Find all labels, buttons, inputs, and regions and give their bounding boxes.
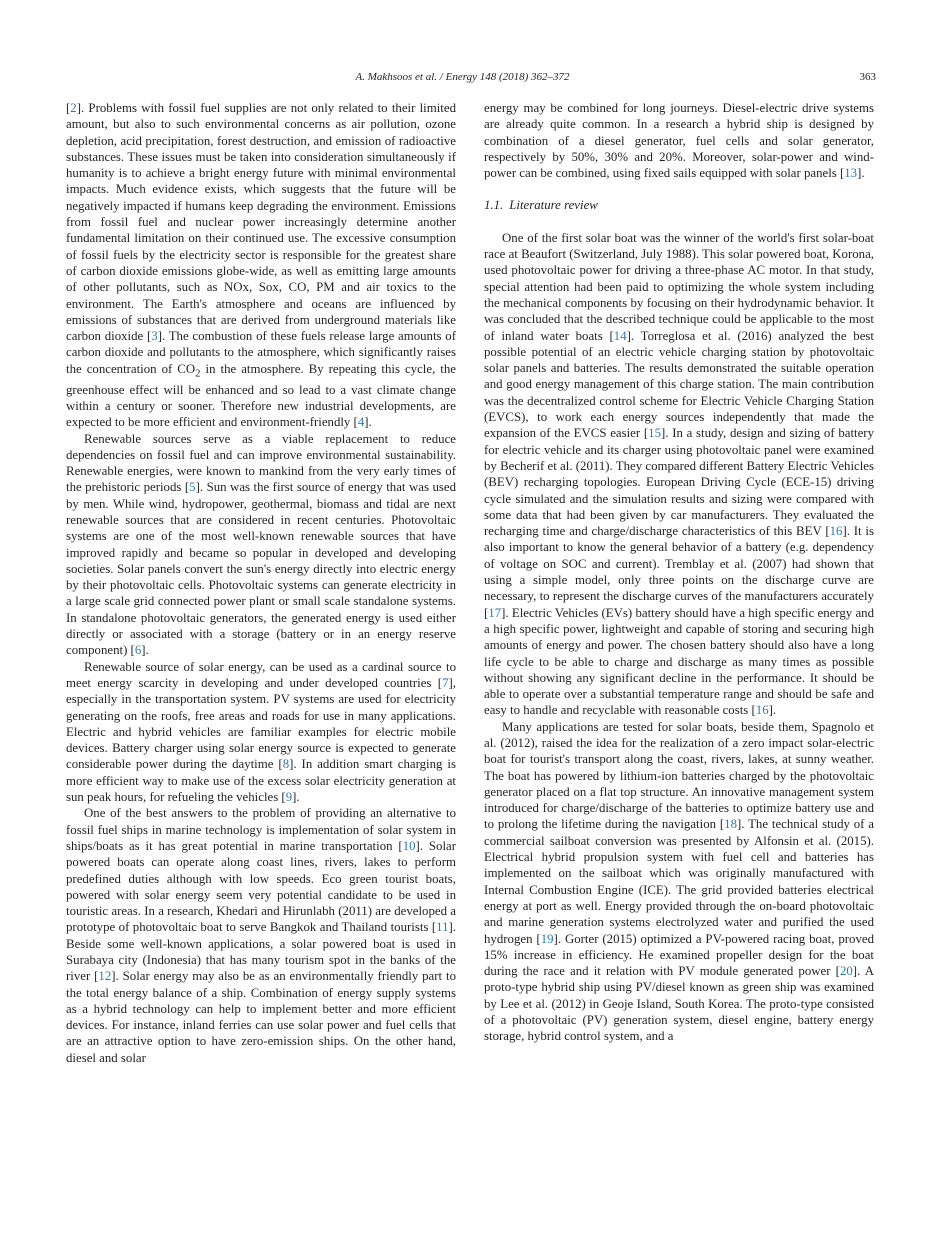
paragraph	[66, 100, 456, 431]
text: ]. The technical study of a commercial sailboat conversion was presented by Alfonsin et al. (2015). Electrical hybrid propulsion system with fuel cell and batteries has implemented on the sailboat which was originally manufactured with Internal Combustion Engine (ICE). The grid provided batteries electrical energy at port as well. Energy provided through the on-board photovoltaic and marine generation systems electrolyzed water and purified the used hydrogen [	[484, 817, 874, 946]
text: ].	[141, 643, 149, 658]
text: ]. Beside some well-known applications, a solar powered boat is used in Surabaya city (Indonesia) that has many tourism spot in the banks of the river [	[66, 920, 456, 984]
text: ]. Solar powered boats can operate along coast lines, rivers, lakes to perform predefined duties although with low speeds. Eco green tourist boats, powered with solar energy seem very potential candidate to be used in touristic areas. In a research, Khedari and Hirunlabh (2011) are developed a prototype of photovoltaic boat to serve Bangkok and Thailand tourists [	[66, 838, 456, 935]
reference-link[interactable]: 14	[613, 328, 627, 343]
text: ].	[768, 703, 777, 718]
reference-link[interactable]: 7	[442, 675, 449, 690]
text: Renewable sources serve as a viable replacement to reduce dependencies on fossil fuel and can improve environmental sustainability. Renewable energies, were known to mankind from the very early times of the prehistoric periods [	[66, 431, 456, 495]
text: One of the best answers to the problem of providing an alternative to fossil fuel ships in marine technology is implementation of solar system in ships/boats as it has great potential in marine transportation [	[66, 806, 456, 853]
reference-link[interactable]: 12	[98, 969, 112, 984]
text: ]. In addition smart charging is more efficient way to make use of the excess solar electricity generation at sun peak hours, for refueling the vehicles [	[66, 757, 456, 805]
page-number: 363	[859, 71, 876, 83]
reference-link[interactable]: 18	[724, 817, 737, 832]
text: ].	[857, 166, 865, 181]
paragraph	[484, 100, 874, 181]
reference-link[interactable]: 3	[151, 329, 158, 344]
right-column	[484, 100, 874, 1045]
text: energy may be combined for long journeys. Diesel-electric drive systems are already quite common. In a research a hybrid ship is designed by combination of a diesel generator, fuel cells and solar generator, respectively by 50%, 30% and 20%. Moreover, solar-power and wind-power can be combined, using fixed sails equipped with solar panels [	[484, 101, 874, 181]
reference-link[interactable]: 16	[829, 524, 843, 539]
reference-link[interactable]: 20	[839, 964, 853, 979]
reference-link[interactable]: 6	[134, 643, 142, 658]
section-number: 1.1.	[484, 198, 504, 213]
section-heading	[484, 197, 874, 213]
text: ]. It is also important to know the general behavior of a battery (e.g. dependency of voltage on SOC and current). Tremblay et al. (2007) had shown that using a simple model, only three points on the discharge curve are necessary, to represent the discharge curves of the manufacturers accurately [	[484, 524, 874, 620]
text: ]. In a study, design and sizing of battery for electric vehicle and its charger using photovoltaic panel were examined by Becherif et al. (2011). They compared different Battery Electric Vehicles (BEV) recharging topologies. European Driving Cycle (ECE-15) driving cycle simulated and the simulation results and sizing were compared with some data that had been given by car manufacturers. They evaluated the recharging time and charge/discharge characteristics of this BEV [	[484, 426, 875, 539]
reference-link[interactable]: 10	[402, 838, 416, 853]
paragraph	[66, 805, 456, 1066]
text: [	[66, 101, 71, 115]
paragraph	[66, 659, 456, 806]
reference-link[interactable]: 16	[755, 703, 769, 718]
text: ]. Torreglosa et al. (2016) analyzed the best possible potential of an electric vehicle charging station by photovoltaic solar panels and batteries. The results demonstrated the suitable operation and good energy management of this charge station. The main contribution was the decentralized control scheme for Electric Vehicle Charging Station (EVCS), to work each energy sources independently that made the expansion of the EVCS easier [	[484, 328, 874, 441]
text: One of the first solar boat was the winner of the world's first solar-boat race at Beaufort (Switzerland, July 1988). This solar powered boat, Korona, used photovoltaic power for driving a three-phase AC motor. In that study, special attention had been paid to optimizing the whole system including the mechanical components by focusing on their hydrodynamic behavior. It was concluded that the described technique could be applicable to the most of inland water boats [	[484, 230, 874, 343]
reference-link[interactable]: 4	[357, 415, 365, 430]
running-header	[0, 71, 925, 87]
text: ]. Electric Vehicles (EVs) battery should have a high specific energy and a high specific power, lightweight and capable of storing and securing high amounts of energy and power. The chosen battery should also have a long life cycle to be able to charge and discharge as many times as possible without showing any significant decline in the performance. It should be able to operate over a substantial temperature range and should be safe and easy to handle and recyclable with reasonable costs [	[484, 605, 874, 718]
subscript: 2	[195, 367, 201, 380]
paragraph	[484, 230, 874, 719]
text: ]. Sun was the first source of energy that was used by men. While wind, hydropower, geothermal, biomass and tidal are next renewable sources that are considered in recent centuries. Photovoltaic systems are one of the most well-known renewable sources that have improved rapidly and became so popular in developed and developing societies. Solar panels convert the sun's energy directly into electric energy by their photovoltaic cells. Photovoltaic systems can generate electricity in a large scale grid connected power plant or small scale standalone systems. In standalone photovoltaic generators, the generated energy is used either directly or associated with a storage (battery or in an energy reserve component) [	[66, 480, 456, 658]
text: ]. A proto-type hybrid ship using PV/diesel known as green ship was examined by Lee et al. (2012) in Geoje Island, South Korea. The proto-type consisted of a photovoltaic (PV) generation system, diesel engine, battery energy storage, hybrid control system, and a	[484, 964, 874, 1044]
reference-link[interactable]: 5	[189, 480, 196, 495]
text: ].	[364, 415, 372, 430]
text: ]. Gorter (2015) optimized a PV-powered racing boat, proved 15% increase in efficiency. He examined propeller design for the boat during the race and it relation with PV module generated power [	[484, 931, 874, 979]
reference-link[interactable]: 15	[648, 426, 661, 441]
paragraph	[484, 719, 874, 1045]
reference-link[interactable]: 9	[285, 790, 293, 805]
text: ].	[292, 790, 300, 805]
reference-link[interactable]: 11	[436, 920, 449, 935]
reference-link[interactable]: 19	[540, 931, 554, 946]
reference-link[interactable]: 2	[70, 101, 77, 115]
text: ]. Solar energy may also be as an environmentally friendly part to the total energy balance of a ship. Combination of energy supply systems as a hybrid technology can help to implement better and more efficient devices. For instance, inland ferries can use solar power and fuel cells that are an attractive option to have zero-emission ships. On the other hand, diesel and solar	[66, 969, 456, 1065]
journal-citation: A. Makhsoos et al. / Energy 148 (2018) 362–372	[355, 71, 570, 83]
text: ], especially in the transportation system. PV systems are used for electricity generating on the roofs, free areas and roads for use in many applications. Electric and hybrid vehicles are familiar examples for electric mobile devices. Battery charger using solar energy source is expected to generate considerable power during the daytime [	[66, 675, 456, 772]
reference-link[interactable]: 17	[488, 605, 502, 620]
text: ]. Problems with fossil fuel supplies are not only related to their limited amount, but also to such environmental concerns as air pollution, ozone depletion, acid precipitation, forest destruction, and emission of radioactive substances. These issues must be taken into consideration simultaneously if humanity is to achieve a bright energy future with minimal environmental impacts. Much evidence exists, which suggests that the future will be negatively impacted if humans keep degrading the environment. Emissions from fossil fuel and nuclear power increasingly determine another fundamental limitation on their continued use. The excessive consumption of fossil fuels by the electricity sector is responsible for the greatest share of carbon dioxide emissions globe-wide, as well as emitting large amounts of other pollutants, such as NOx, Sox, CO, PM and air toxics to the environment. The Earth's atmosphere and oceans are influenced by emissions of substances that are derived from underground materials like carbon dioxide [	[66, 101, 456, 344]
reference-link[interactable]: 8	[282, 757, 290, 772]
paragraph	[66, 431, 456, 659]
text: Many applications are tested for solar boats, beside them, Spagnolo et al. (2012), raised the idea for the realization of a zero impact solar-electric boat for tourist's transport along the coast, rivers, lakes, at sunny weather. The boat has powered by lithium-ion batteries charged by the photovoltaic generator placed on a flat top structure. An innovative management system introduced for charge/discharge of the batteries to optimize battery use and to prolong the lifetime during the navigation [	[484, 719, 874, 832]
text: Renewable source of solar energy, can be used as a cardinal source to meet energy scarcity in developing and under developed countries [	[66, 659, 456, 690]
text: ]. The combustion of these fuels release large amounts of carbon dioxide and pollutants to the atmosphere, which significantly raises the concentration of CO	[66, 329, 457, 376]
section-title: Literature review	[509, 198, 598, 213]
text: in the atmosphere. By repeating this cycle, the greenhouse effect will be enhanced and so lead to a vast climate change within a century or sooner. Therefore new industrial developments, are expected to be more efficient and environment-friendly [	[66, 361, 456, 430]
left-column	[66, 100, 456, 1066]
reference-link[interactable]: 13	[844, 166, 858, 181]
